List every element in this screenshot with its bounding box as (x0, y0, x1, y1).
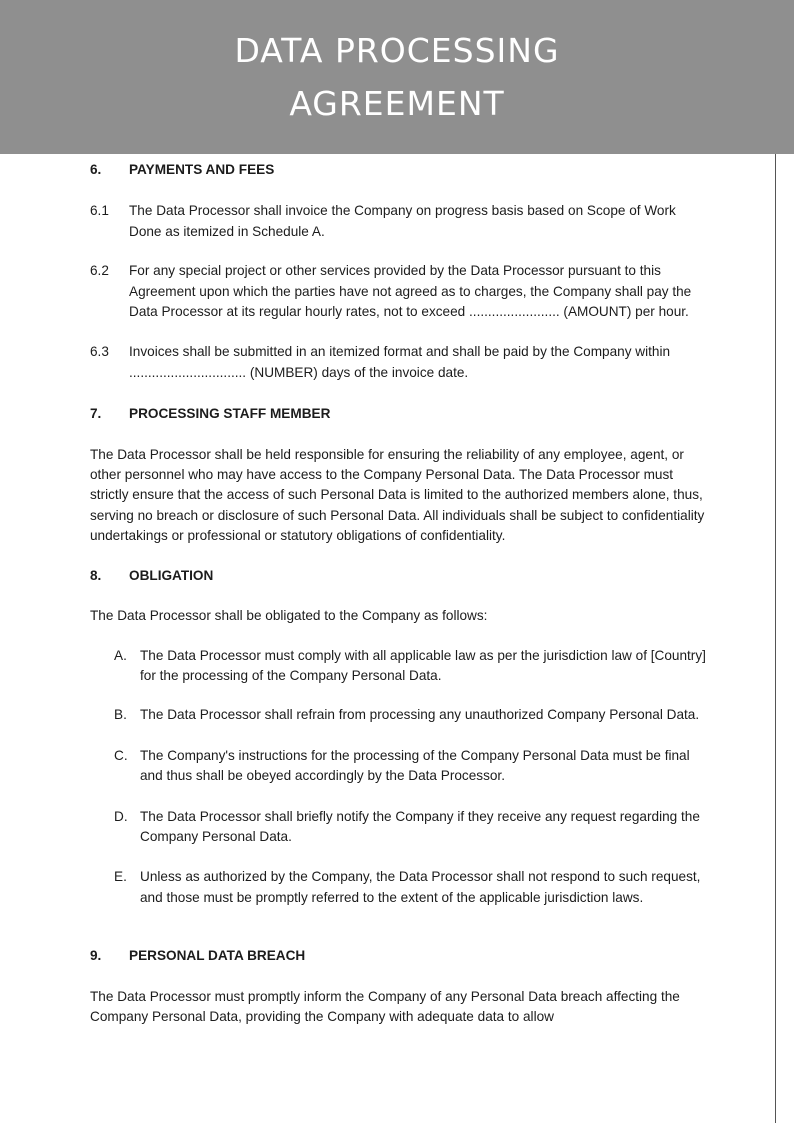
item-letter: A. (114, 647, 127, 663)
page-edge (775, 154, 776, 1123)
section-number: 8. (90, 567, 102, 583)
obligation-item-e (114, 867, 710, 908)
item-text: Unless as authorized by the Company, the Data Processor shall not respond to such request, and those must be promptly referred to the extent of the applicable jurisdiction laws. (140, 869, 701, 905)
title-line-1: DATA PROCESSING (234, 31, 560, 70)
item-text: The Company's instructions for the processing of the Company Personal Data must be final and thus shall be obeyed accordingly by the Data Processor. (140, 747, 690, 784)
item-text: The Data Processor must comply with all applicable law as per the jurisdiction law of [Country] for the processing of the Company Personal Data. (140, 647, 706, 683)
section-6-heading (90, 160, 710, 180)
clause-text: The Data Processor shall invoice the Company on progress basis based on Scope of Work Done as itemized in Schedule A. (129, 203, 676, 239)
section-7-paragraph: The Data Processor shall be held responsible for ensuring the reliability of any employee, agent, or other personnel who may have access to the Company Personal Data. The Data Processor must strictly ensure that the access of such Personal Data is limited to the authorized members alone, thus, serving no breach or disclosure of such Personal Data. All individuals shall be subject to confidentiality undertakings or professional or statutory obligations of confidentiality. (90, 446, 705, 544)
item-text: The Data Processor shall briefly notify the Company if they receive any request regarding the Company Personal Data. (140, 808, 700, 844)
section-title: PAYMENTS AND FEES (129, 162, 275, 177)
obligation-item-a (114, 646, 710, 687)
title-line-2: AGREEMENT (289, 84, 505, 123)
section-title: OBLIGATION (129, 567, 214, 583)
item-letter: E. (114, 869, 127, 885)
section-number: 6. (90, 162, 102, 177)
section-title: PROCESSING STAFF MEMBER (129, 406, 331, 422)
section-8-intro: The Data Processor shall be obligated to the Company as follows: (90, 608, 488, 624)
document-body (90, 160, 710, 1027)
section-9-paragraph: The Data Processor must promptly inform the Company of any Personal Data breach affecting the Company Personal Data, providing the Company with adequate data to allow (90, 988, 680, 1024)
section-9-heading (90, 946, 710, 966)
obligation-item-c (114, 746, 710, 787)
clause-text: For any special project or other services provided by the Data Processor pursuant to this Agreement upon which the parties have not agreed as to charges, the Company shall pay the Data Processor at its regular hourly rates, not to exceed ........................ (AMOUNT) per hour. (129, 263, 692, 320)
clause-6-2 (90, 261, 710, 322)
item-text: The Data Processor shall refrain from processing any unauthorized Company Personal Data. (140, 707, 700, 723)
section-number: 9. (90, 948, 102, 964)
document-title (234, 24, 559, 130)
clause-number: 6.3 (90, 344, 109, 360)
obligation-item-d (114, 807, 710, 848)
clause-text: Invoices shall be submitted in an itemized format and shall be paid by the Company within ............................... (NUMBER) days of the invoice date. (129, 344, 671, 380)
section-number: 7. (90, 406, 102, 422)
clause-6-3 (90, 342, 710, 383)
clause-number: 6.1 (90, 203, 109, 219)
item-letter: D. (114, 808, 128, 824)
section-8-heading (90, 566, 710, 586)
title-banner (0, 0, 794, 154)
clause-number: 6.2 (90, 263, 109, 279)
section-7-heading (90, 404, 710, 424)
item-letter: B. (114, 707, 127, 723)
item-letter: C. (114, 747, 128, 763)
obligation-item-b (114, 705, 710, 725)
clause-6-1 (90, 201, 710, 242)
section-title: PERSONAL DATA BREACH (129, 948, 306, 964)
